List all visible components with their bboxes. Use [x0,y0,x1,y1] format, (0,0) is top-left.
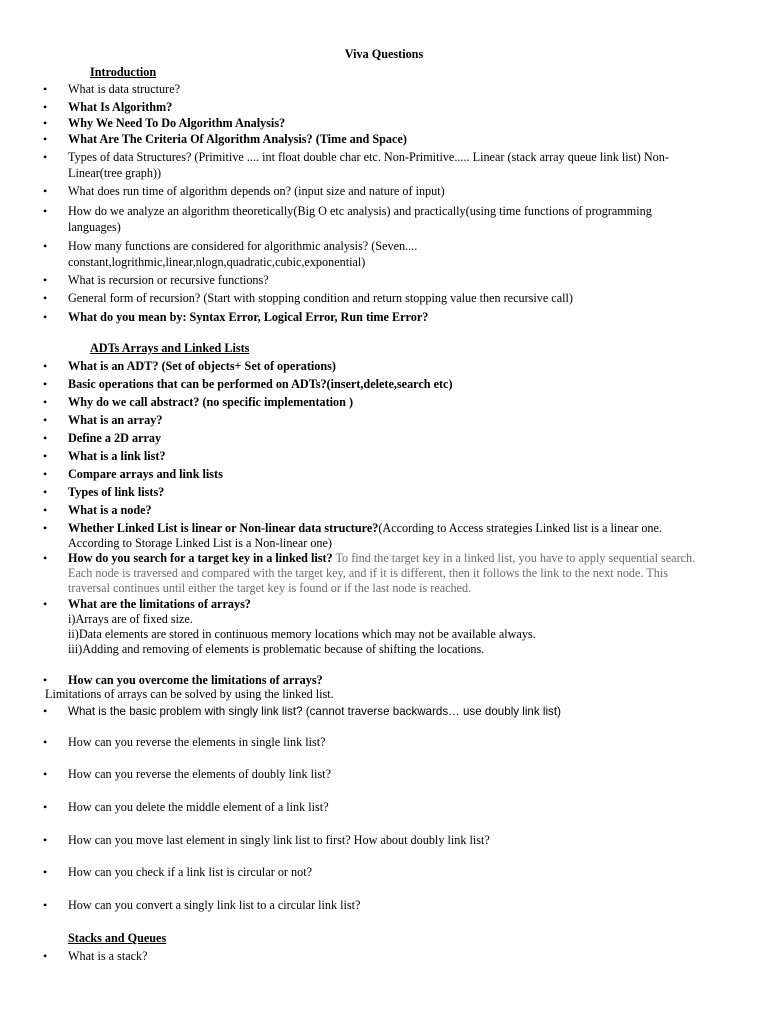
list-item-continuation: languages) [68,220,121,234]
list-item-continuation: According to Storage Linked List is a Non-linear one) [68,536,332,550]
list-item: Why do we call abstract? (no specific implementation ) [68,395,354,409]
bullet: • [43,359,48,373]
bullet: • [43,431,48,445]
list-item-continuation: Each node is traversed and compared with the target key, and if it is different, then it follows the link to the next node. This [68,566,668,580]
list-item: What is data structure? [68,82,181,96]
bullet: • [43,704,48,718]
list-item: Types of link lists? [68,485,165,499]
section-heading-introduction: Introduction [90,65,157,79]
paragraph: Limitations of arrays can be solved by using the linked list. [45,687,334,701]
list-item: What is a link list? [68,449,166,463]
bullet: • [43,291,48,305]
bullet: • [43,377,48,391]
list-item-continuation: traversal continues until either the target key is found or if the last node is reached. [68,581,472,595]
list-item: What is recursion or recursive functions? [68,273,269,287]
bullet: • [43,485,48,499]
bullet: • [43,449,48,463]
list-item: What are the limitations of arrays? [68,597,251,611]
list-item [68,521,662,536]
bullet: • [43,150,48,164]
list-item: What is an array? [68,413,163,427]
list-item-continuation: constant,logrithmic,linear,nlogn,quadratic,cubic,exponential) [68,255,366,269]
list-item: What Is Algorithm? [68,100,173,114]
list-item: Define a 2D array [68,431,162,445]
list-item-question: How do you search for a target key in a linked list? [68,551,333,565]
list-item: How can you reverse the elements of doubly link list? [68,767,331,781]
list-item-continuation: iii)Adding and removing of elements is problematic because of shifting the locations. [68,642,485,656]
bullet: • [43,673,48,687]
list-item: How can you move last element in singly link list to first? How about doubly link list? [68,833,490,847]
list-item: Types of data Structures? (Primitive .... int float double char etc. Non-Primitive..... Linear (stack array queue link list) Non- [68,150,669,164]
bullet: • [43,395,48,409]
bullet: • [43,82,48,96]
list-item: How many functions are considered for algorithmic analysis? (Seven.... [68,239,418,253]
list-item-continuation: ii)Data elements are stored in continuous memory locations which may not be available always. [68,627,536,641]
list-item: General form of recursion? (Start with stopping condition and return stopping value then recursive call) [68,291,573,305]
bullet: • [43,503,48,517]
list-item: How can you check if a link list is circular or not? [68,865,313,879]
bullet: • [43,239,48,253]
bullet: • [43,467,48,481]
bullet: • [43,204,48,218]
list-item-question: Whether Linked List is linear or Non-linear data structure? [68,521,379,535]
list-item: Basic operations that can be performed on ADTs?(insert,delete,search etc) [68,377,453,391]
page-title: Viva Questions [344,47,424,61]
list-item: How can you overcome the limitations of arrays? [68,673,323,687]
list-item: Why We Need To Do Algorithm Analysis? [68,116,286,130]
list-item-continuation: i)Arrays are of fixed size. [68,612,193,626]
list-item: How can you reverse the elements in single link list? [68,735,326,749]
list-item: What is a node? [68,503,152,517]
bullet: • [43,273,48,287]
bullet: • [43,800,48,814]
bullet: • [43,898,48,912]
bullet: • [43,597,48,611]
bullet: • [43,413,48,427]
list-item-continuation: Linear(tree graph)) [68,166,162,180]
bullet: • [43,100,48,114]
bullet: • [43,833,48,847]
section-heading-adts: ADTs Arrays and Linked Lists [90,341,250,355]
list-item: What is a stack? [68,949,148,963]
list-item-answer: To find the target key in a linked list, you have to apply sequential search. [332,551,696,565]
list-item: Compare arrays and link lists [68,467,223,481]
list-item [68,551,695,566]
list-item: How can you delete the middle element of a link list? [68,800,329,814]
list-item: What does run time of algorithm depends on? (input size and nature of input) [68,184,445,198]
bullet: • [43,132,48,146]
list-item: How can you convert a singly link list to a circular link list? [68,898,361,912]
list-item: What is the basic problem with singly link list? (cannot traverse backwards… use doubly link list) [68,705,561,718]
bullet: • [43,116,48,130]
bullet: • [43,551,48,565]
list-item: What is an ADT? (Set of objects+ Set of operations) [68,359,336,373]
bullet: • [43,310,48,324]
list-item-answer: (According to Access strategies Linked list is a linear one. [378,521,662,535]
bullet: • [43,865,48,879]
list-item: What Are The Criteria Of Algorithm Analysis? (Time and Space) [68,132,407,146]
list-item: How do we analyze an algorithm theoretically(Big O etc analysis) and practically(using time functions of programming [68,204,652,218]
bullet: • [43,184,48,198]
bullet: • [43,767,48,781]
bullet: • [43,735,48,749]
section-heading-stacks-queues: Stacks and Queues [68,931,167,945]
bullet: • [43,949,48,963]
bullet: • [43,521,48,535]
list-item: What do you mean by: Syntax Error, Logical Error, Run time Error? [68,310,429,324]
